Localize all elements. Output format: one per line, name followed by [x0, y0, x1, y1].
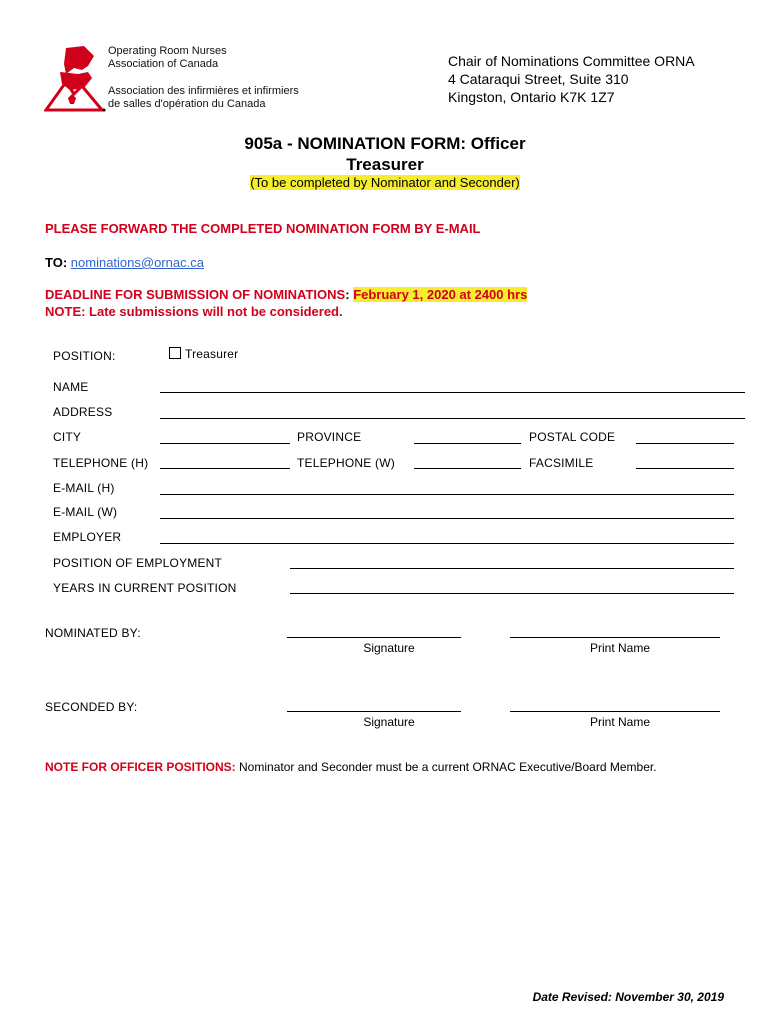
address-line1: Chair of Nominations Committee ORNA	[448, 53, 695, 69]
telephone-home-field[interactable]	[160, 468, 290, 469]
form-title: 905a - NOMINATION FORM: Officer	[244, 134, 526, 153]
facsimile-field[interactable]	[636, 468, 734, 469]
position-of-employment-field[interactable]	[290, 568, 734, 569]
email-work-field[interactable]	[160, 518, 734, 519]
officer-note-label: NOTE FOR OFFICER POSITIONS:	[45, 760, 236, 774]
email-work-label: E-MAIL (W)	[53, 505, 118, 519]
position-option	[169, 347, 238, 361]
nominator-print-name-field[interactable]	[510, 637, 720, 638]
seconder-print-name-field[interactable]	[510, 711, 720, 712]
org-name-fr-line1: Association des infirmières et infirmiers	[108, 85, 299, 97]
position-of-employment-label: POSITION OF EMPLOYMENT	[53, 556, 223, 570]
officer-positions-note	[45, 760, 657, 774]
seconded-by-label: SECONDED BY:	[45, 700, 138, 714]
to-line	[45, 255, 204, 270]
seconder-print-name-caption: Print Name	[589, 715, 651, 729]
seconder-signature-field[interactable]	[287, 711, 461, 712]
province-field[interactable]	[414, 443, 521, 444]
telephone-work-label: TELEPHONE (W)	[297, 456, 395, 470]
form-note	[0, 175, 770, 190]
province-label: PROVINCE	[297, 430, 362, 444]
org-name-en-line2: Association of Canada	[108, 58, 219, 70]
seconder-signature-caption: Signature	[363, 715, 415, 729]
form-position-title: Treasurer	[346, 155, 424, 174]
deadline-label: DEADLINE FOR SUBMISSION OF NOMINATIONS	[45, 287, 346, 302]
org-name-en-line1: Operating Room Nurses	[108, 45, 227, 57]
deadline-line	[45, 287, 527, 302]
postal-code-label: POSTAL CODE	[529, 430, 616, 444]
telephone-work-field[interactable]	[414, 468, 521, 469]
postal-code-field[interactable]	[636, 443, 734, 444]
nomination-email-link[interactable]: nominations@ornac.ca	[70, 255, 204, 270]
officer-note-text: Nominator and Seconder must be a current ORNAC Executive/Board Member.	[239, 760, 657, 774]
late-note: NOTE: Late submissions will not be considered.	[45, 304, 343, 319]
email-home-field[interactable]	[160, 494, 734, 495]
nominator-signature-field[interactable]	[287, 637, 461, 638]
nominator-print-name-caption: Print Name	[589, 641, 651, 655]
ornac-logo-graphic	[44, 44, 106, 114]
treasurer-checkbox[interactable]	[169, 347, 181, 359]
city-field[interactable]	[160, 443, 290, 444]
email-home-label: E-MAIL (H)	[53, 481, 115, 495]
address-line2: 4 Cataraqui Street, Suite 310	[448, 71, 629, 87]
treasurer-option-label: Treasurer	[185, 347, 239, 361]
org-name-fr-line2: de salles d'opération du Canada	[108, 98, 266, 110]
address-field[interactable]	[160, 418, 745, 419]
address-label: ADDRESS	[53, 405, 113, 419]
facsimile-label: FACSIMILE	[529, 456, 594, 470]
name-field[interactable]	[160, 392, 745, 393]
org-name-fr	[108, 85, 299, 111]
form-note-text: (To be completed by Nominator and Seconder)	[250, 175, 520, 190]
deadline-colon: :	[345, 287, 350, 302]
city-label: CITY	[53, 430, 82, 444]
telephone-home-label: TELEPHONE (H)	[53, 456, 149, 470]
employer-field[interactable]	[160, 543, 734, 544]
address-line3: Kingston, Ontario K7K 1Z7	[448, 89, 615, 105]
position-label: POSITION:	[53, 349, 116, 363]
to-label: TO:	[45, 255, 68, 270]
forward-instruction: PLEASE FORWARD THE COMPLETED NOMINATION FORM BY E-MAIL	[45, 221, 481, 236]
employer-label: EMPLOYER	[53, 530, 122, 544]
deadline-value: February 1, 2020 at 2400 hrs	[353, 287, 528, 302]
years-in-position-label: YEARS IN CURRENT POSITION	[53, 581, 237, 595]
mailing-address	[448, 52, 710, 106]
ornac-logo	[44, 44, 106, 114]
org-name-en	[108, 45, 227, 71]
nominator-signature-caption: Signature	[363, 641, 415, 655]
nominated-by-label: NOMINATED BY:	[45, 626, 141, 640]
name-label: NAME	[53, 380, 89, 394]
date-revised: Date Revised: November 30, 2019	[532, 990, 724, 1004]
years-in-position-field[interactable]	[290, 593, 734, 594]
